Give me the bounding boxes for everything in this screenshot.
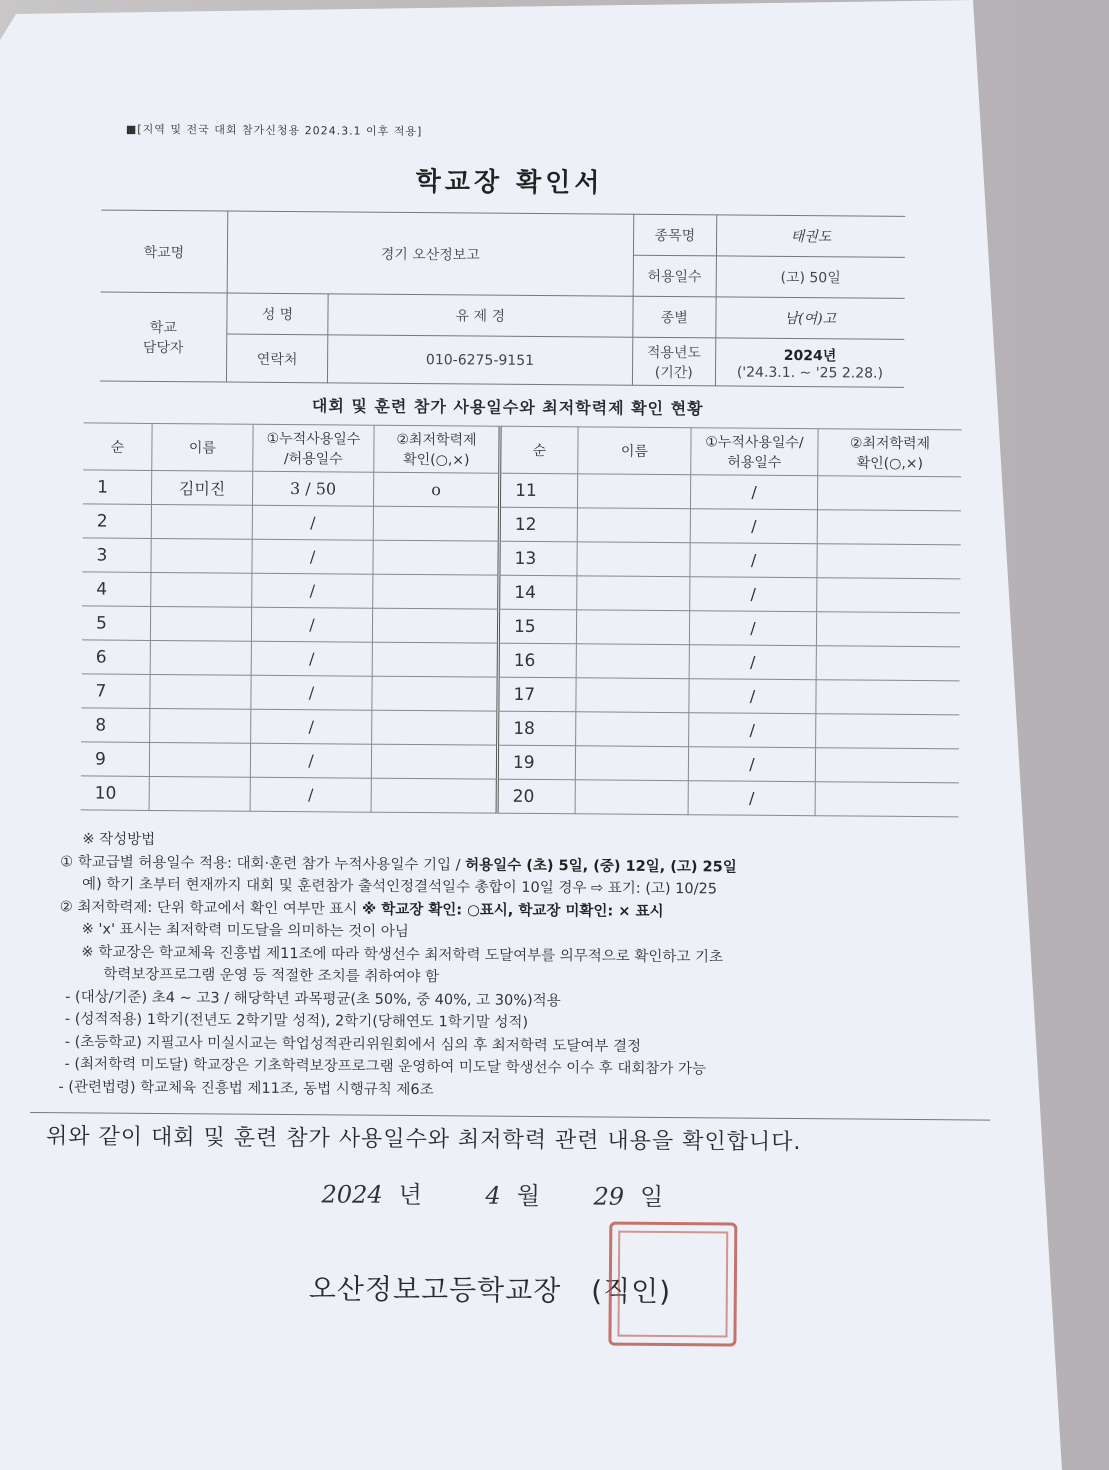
row-check-right (817, 510, 961, 545)
row-check-right (815, 782, 959, 817)
allowed-label: 허용일수 (633, 255, 716, 297)
row-days-right: / (688, 747, 815, 782)
header-days-right (691, 428, 818, 476)
row-check (371, 778, 497, 813)
header-days-right-line2: 허용일수 (727, 454, 782, 471)
row-no: 7 (81, 674, 150, 709)
year-label-line1: 적용년도 (646, 344, 702, 361)
row-no-right: 14 (499, 575, 577, 610)
school-value: 경기 오산정보고 (227, 211, 633, 296)
header-no-right: 순 (500, 426, 578, 474)
row-days-right: / (690, 577, 817, 612)
row-check-right (816, 612, 960, 647)
note-2-bold: ※ 학교장 확인: ○표시, 학교장 미확인: × 표시 (362, 901, 664, 920)
name-label: 성 명 (227, 293, 328, 335)
header-check-right (818, 429, 962, 477)
note-6: - (성적적용) 1학기(전년도 2학기말 성적), 2학기(당해연도 1학기말 성적) (64, 1011, 529, 1031)
row-days-right: / (689, 713, 816, 748)
row-name-right (577, 576, 690, 611)
note-7: - (초등학교) 지필고사 미실시교는 학업성적관리위원회에서 심의 후 최저학력 도달여부 결정 (64, 1033, 642, 1055)
row-no-right: 18 (498, 711, 576, 746)
row-no: 8 (81, 708, 150, 743)
row-check (371, 744, 497, 779)
row-name (151, 572, 252, 607)
row-name (149, 776, 250, 811)
contact-value: 010-6275-9151 (327, 335, 632, 385)
row-days: / (251, 607, 372, 642)
header-no: 순 (83, 423, 152, 471)
row-check (372, 608, 498, 643)
header-days-right-line1: ①누적사용일수/ (705, 434, 804, 452)
row-name-right (575, 780, 688, 815)
header-days-line2: /허용일수 (283, 451, 343, 468)
row-check-right (816, 646, 960, 681)
row-name (150, 708, 251, 743)
row-check (372, 710, 498, 745)
confirm-statement: 위와 같이 대회 및 훈련 참가 사용일수와 최저학력 관련 내용을 확인합니다. (45, 1124, 802, 1156)
row-check: o (373, 472, 499, 507)
row-days: / (252, 573, 373, 608)
allowed-value: (고) 50일 (716, 256, 905, 298)
row-name-right (576, 712, 689, 747)
row-days-right: / (689, 679, 816, 714)
row-check-right (816, 714, 960, 749)
row-days: 3 / 50 (252, 471, 373, 506)
date-day: 29 (593, 1182, 625, 1211)
row-no: 4 (82, 572, 151, 607)
year-value (715, 338, 904, 387)
row-no: 10 (81, 776, 150, 811)
date-month-unit: 월 (516, 1181, 541, 1211)
row-check (373, 574, 499, 609)
row-no: 9 (81, 742, 150, 777)
contact-label: 연락처 (226, 334, 327, 383)
row-no: 5 (82, 606, 151, 641)
row-no: 3 (82, 538, 151, 573)
header-days-line1: ①누적사용일수 (266, 430, 361, 448)
table-title: 대회 및 훈련 참가 사용일수와 최저학력제 확인 현황 (311, 396, 704, 419)
row-days: / (252, 539, 373, 574)
date-line (321, 1174, 981, 1214)
signature-line (309, 1267, 981, 1312)
row-check (372, 642, 498, 677)
row-no: 2 (83, 504, 152, 539)
row-no-right: 17 (498, 677, 576, 712)
row-days-right: / (690, 475, 817, 510)
row-check-right (816, 680, 960, 715)
gender-value-text: 남(여)고 (784, 310, 837, 328)
row-name-right (576, 610, 689, 645)
seal-note: (직인) (591, 1274, 672, 1309)
year-value-text: 2024년 (783, 347, 837, 364)
event-value (716, 215, 905, 257)
table-row (81, 776, 959, 817)
date-year-unit: 년 (398, 1180, 422, 1210)
header-check-right-line1: ②최저학력제 (849, 435, 931, 453)
row-name (150, 674, 251, 709)
row-days: / (252, 505, 373, 540)
row-check-right (815, 748, 959, 783)
row-no-right: 15 (498, 609, 576, 644)
row-no-right: 11 (499, 473, 577, 508)
row-days: / (251, 709, 372, 744)
note-8: - (최저학력 미도달) 학교장은 기초학력보장프로그램 운영하여 미도달 학생선수 이수 후 대회참가 가능 (64, 1056, 707, 1078)
header-check-line1: ②최저학력제 (396, 431, 477, 449)
date-year: 2024 (321, 1180, 383, 1209)
document (21, 120, 990, 1313)
event-value-text: 태권도 (790, 228, 832, 246)
row-name-right (577, 474, 690, 509)
writing-instructions (58, 828, 984, 1105)
notes-heading: ※ 작성방법 (82, 831, 156, 849)
row-no-right: 16 (498, 643, 576, 678)
row-no: 6 (82, 640, 151, 675)
row-days: / (251, 641, 372, 676)
gender-label: 종별 (633, 296, 716, 338)
staff-label-line1: 학교 (149, 319, 177, 337)
row-days-right: / (690, 543, 817, 578)
row-no-right: 13 (499, 541, 577, 576)
header-check-right-line2: 확인(○,×) (856, 455, 924, 473)
year-label (632, 337, 715, 386)
row-no: 1 (83, 470, 152, 505)
note-4: ※ 학교장은 학교체육 진흥법 제11조에 따라 학생선수 최저학력 도달여부를 의무적으로 확인하고 기초 (81, 943, 724, 965)
row-no-right: 20 (497, 779, 575, 814)
document-title: 학교장 확인서 (415, 167, 604, 199)
header-note: ■[지역 및 전국 대회 참가신청용 2024.3.1 이후 적용] (125, 122, 423, 139)
note-1-text: ① 학교급별 허용일수 적용: 대회·훈련 참가 누적사용일수 기입 / (60, 853, 466, 873)
staff-label (100, 292, 227, 382)
row-name-right (575, 746, 688, 781)
row-name (151, 538, 252, 573)
period-value: ('24.3.1. ~ '25 2.28.) (736, 364, 884, 382)
row-name (151, 504, 252, 539)
row-days-right: / (690, 509, 817, 544)
row-days: / (251, 675, 372, 710)
note-1-bold: 허용일수 (초) 5일, (중) 12일, (고) 25일 (465, 856, 737, 876)
school-label: 학교명 (101, 210, 228, 293)
row-no-right: 19 (497, 745, 575, 780)
note-3: ※ 'x' 표시는 최저학력 미도달을 의미하는 것이 아님 (81, 921, 409, 940)
row-name-right (576, 644, 689, 679)
row-days: / (250, 777, 371, 812)
row-name (150, 640, 251, 675)
note-9: - (관련법령) 학교체육 진흥법 제11조, 동법 시행규칙 제6조 (58, 1078, 434, 1098)
seal-inner-border (617, 1231, 728, 1338)
date-day-unit: 일 (640, 1182, 664, 1212)
row-name (150, 606, 251, 641)
official-seal-stamp (608, 1222, 737, 1347)
note-2-text: ② 최저학력제: 단위 학교에서 확인 여부만 표시 (59, 898, 363, 918)
header-days (253, 424, 374, 472)
row-days-right: / (688, 781, 815, 816)
row-name-right (576, 678, 689, 713)
row-name: 김미진 (151, 470, 252, 505)
row-check-right (817, 544, 961, 579)
name-value: 유 제 경 (328, 294, 633, 337)
header-check-line2: 확인(○,×) (403, 451, 470, 469)
note-1-example: 예) 학기 초부터 현재까지 대회 및 훈련참가 출석인정결석일수 총합이 10일 경우 ⇨ 표기: (고) 10/25 (81, 876, 718, 898)
note-4-cont: 학력보장프로그램 운영 등 적절한 조치를 취하여야 함 (103, 966, 440, 986)
header-check (374, 425, 500, 473)
year-label-line2: (기간) (654, 364, 693, 381)
staff-label-line2: 담당자 (142, 339, 184, 357)
participants-table-body (81, 470, 962, 817)
row-check (373, 506, 499, 541)
note-5: - (대상/기준) 초4 ~ 고3 / 해당학년 과목평균(초 50%, 중 40%, 고 30%)적용 (65, 988, 561, 1009)
row-check-right (817, 578, 961, 613)
row-check (372, 676, 498, 711)
row-days-right: / (689, 611, 816, 646)
row-name-right (577, 542, 690, 577)
row-check (373, 540, 499, 575)
row-days: / (250, 743, 371, 778)
event-label: 종목명 (633, 214, 716, 256)
date-month: 4 (485, 1181, 501, 1210)
participants-table (81, 422, 962, 817)
row-check-right (817, 476, 961, 511)
info-table (100, 210, 905, 388)
gender-value (716, 297, 905, 339)
header-name-right: 이름 (578, 427, 691, 475)
principal-name: 오산정보고등학교장 (308, 1272, 562, 1308)
row-no-right: 12 (499, 507, 577, 542)
row-name-right (577, 508, 690, 543)
row-days-right: / (689, 645, 816, 680)
row-name (149, 742, 250, 777)
header-name: 이름 (152, 423, 253, 471)
